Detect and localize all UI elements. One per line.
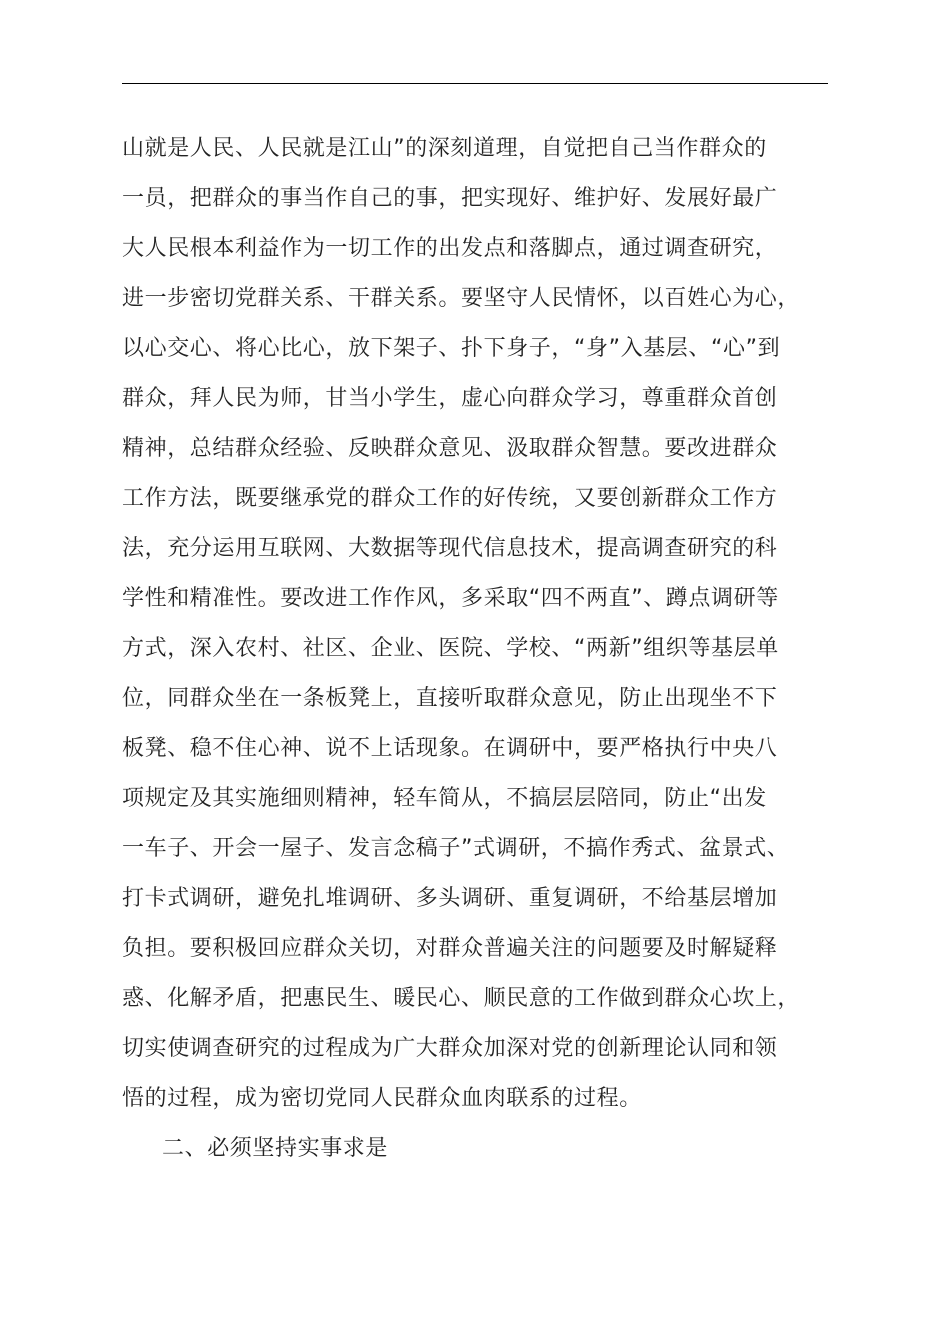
text-line: 以心交心、将心比心，放下架子、扑下身子，“身”入基层、“心”到	[122, 336, 781, 361]
text-line: 大人民根本利益作为一切工作的出发点和落脚点，通过调查研究，	[122, 236, 778, 261]
text-line: 负担。要积极回应群众关切，对群众普遍关注的问题要及时解疑释	[122, 936, 778, 961]
text-line: 方式，深入农村、社区、企业、医院、学校、“两新”组织等基层单	[122, 636, 779, 661]
text-line: 精神，总结群众经验、反映群众意见、汲取群众智慧。要改进群众	[122, 436, 778, 461]
text-line: 学性和精准性。要改进工作作风，多采取“四不两直”、蹲点调研等	[122, 586, 779, 611]
text-line: 位，同群众坐在一条板凳上，直接听取群众意见，防止出现坐不下	[122, 686, 778, 711]
text-line: 一员，把群众的事当作自己的事，把实现好、维护好、发展好最广	[122, 186, 778, 211]
text-line: 打卡式调研，避免扎堆调研、多头调研、重复调研，不给基层增加	[122, 886, 778, 911]
text-line: 山就是人民、人民就是江山”的深刻道理，自觉把自己当作群众的	[122, 136, 767, 161]
section-heading: 二、必须坚持实事求是	[162, 1136, 389, 1161]
text-line: 板凳、稳不住心神、说不上话现象。在调研中，要严格执行中央八	[122, 736, 778, 761]
text-line: 项规定及其实施细则精神，轻车简从，不搞层层陪同，防止“出发	[122, 786, 767, 811]
text-line: 进一步密切党群关系、干群关系。要坚守人民情怀，以百姓心为心，	[122, 286, 801, 311]
text-line: 一车子、开会一屋子、发言念稿子”式调研，不搞作秀式、盆景式、	[122, 836, 790, 861]
text-line: 工作方法，既要继承党的群众工作的好传统，又要创新群众工作方	[122, 486, 778, 511]
header-rule	[122, 83, 828, 84]
text-line: 群众，拜人民为师，甘当小学生，虚心向群众学习，尊重群众首创	[122, 386, 778, 411]
document-body	[122, 124, 838, 1174]
text-line: 法，充分运用互联网、大数据等现代信息技术，提高调查研究的科	[122, 536, 778, 561]
text-line: 切实使调查研究的过程成为广大群众加深对党的创新理论认同和领	[122, 1036, 778, 1061]
text-line: 惑、化解矛盾，把惠民生、暖民心、顺民意的工作做到群众心坎上，	[122, 986, 801, 1011]
text-line: 悟的过程，成为密切党同人民群众血肉联系的过程。	[122, 1086, 642, 1111]
